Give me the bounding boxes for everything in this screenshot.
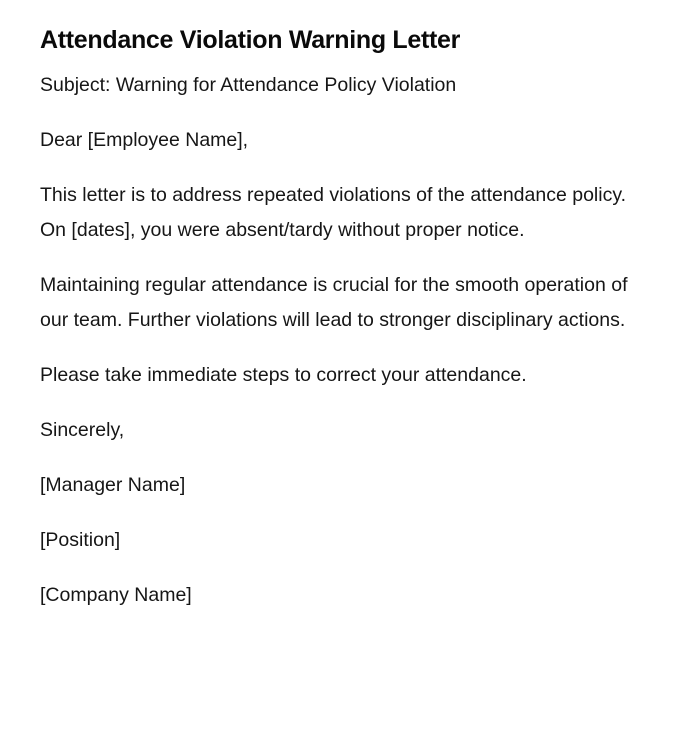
subject-line: Subject: Warning for Attendance Policy Violation — [40, 74, 457, 96]
signature-manager-name: [Manager Name] — [40, 474, 186, 496]
document-title: Attendance Violation Warning Letter — [40, 26, 461, 54]
body-paragraph-3: Please take immediate steps to correct your attendance. — [40, 364, 527, 386]
body-paragraph-1: This letter is to address repeated violations of the attendance policy. On [dates], you were absent/tardy without proper notice. — [40, 184, 627, 241]
body-paragraph-2: Maintaining regular attendance is crucial for the smooth operation of our team. Further violations will lead to stronger disciplinary actions. — [40, 274, 628, 331]
closing: Sincerely, — [40, 419, 125, 441]
signature-position: [Position] — [40, 529, 121, 551]
salutation: Dear [Employee Name], — [40, 129, 249, 151]
signature-company-name: [Company Name] — [40, 584, 192, 606]
